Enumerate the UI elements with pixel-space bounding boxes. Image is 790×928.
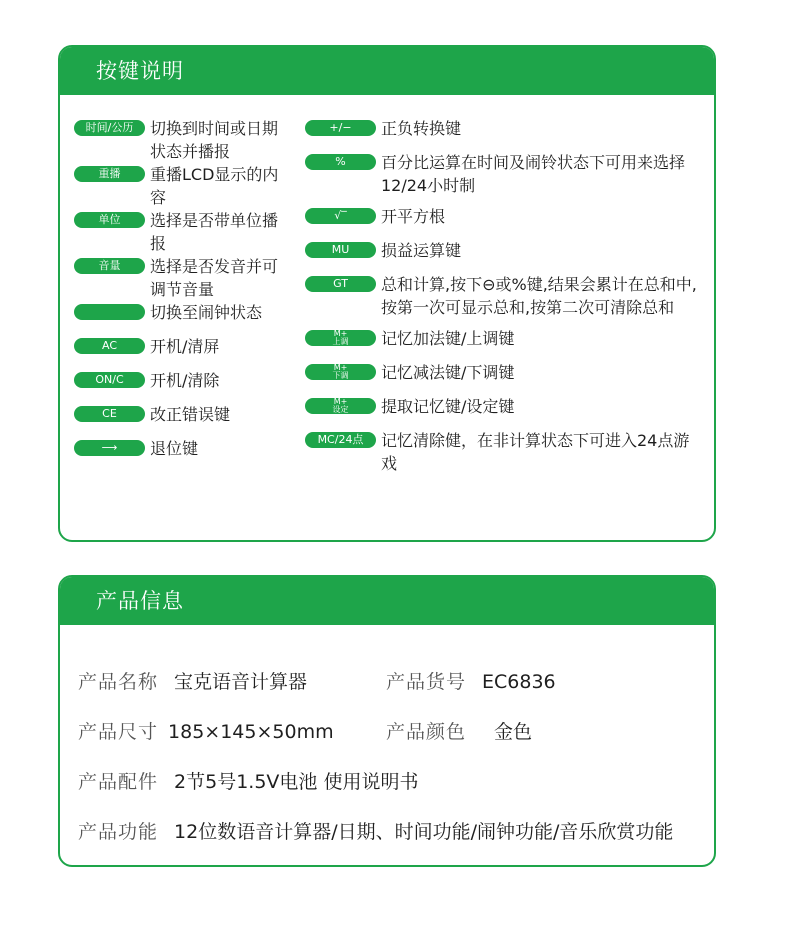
info-row-size xyxy=(78,707,708,757)
key-pill-mplus-set-sub: 设定 xyxy=(332,405,349,414)
key-desc-replay: 重播LCD显示的内容 xyxy=(150,165,279,207)
key-row-mu xyxy=(305,239,705,262)
key-pill-unit: 单位 xyxy=(74,212,145,228)
key-desc-volume: 选择是否发音并可调节音量 xyxy=(150,257,279,299)
key-row-onc xyxy=(74,369,294,392)
key-instructions-title: 按键说明 xyxy=(60,47,714,95)
key-pill-replay: 重播 xyxy=(74,166,145,182)
key-pill-onc: ON/C xyxy=(74,372,145,388)
key-list-left xyxy=(74,117,294,460)
key-row-gt xyxy=(305,273,705,319)
key-row-ac xyxy=(74,335,294,358)
key-row-volume xyxy=(74,255,294,301)
key-pill-volume: 音量 xyxy=(74,258,145,274)
key-row-unit xyxy=(74,209,294,255)
info-value-accessories: 2节5号1.5V电池 使用说明书 xyxy=(174,771,419,793)
key-desc-ac: 开机/清屏 xyxy=(150,337,220,356)
info-value-name: 宝克语音计算器 xyxy=(174,671,308,693)
key-row-sign xyxy=(305,117,705,140)
info-pair-color xyxy=(386,717,532,747)
key-desc-gt: 总和计算,按下⊖或%键,结果会累计在总和中,按第一次可显示总和,按第二次可清除总和 xyxy=(381,275,697,317)
key-desc-mplus-up: 记忆加法键/上调键 xyxy=(381,329,515,348)
info-value-color: 金色 xyxy=(494,721,533,743)
key-pill-mplus-down-sub: 下调 xyxy=(332,371,349,380)
key-instructions-card xyxy=(58,45,716,542)
key-row-sqrt xyxy=(305,205,705,228)
key-pill-alarm xyxy=(74,304,145,320)
info-row-features xyxy=(78,807,708,857)
key-desc-ce: 改正错误键 xyxy=(150,405,231,424)
key-row-ce xyxy=(74,403,294,426)
key-row-mplus-set xyxy=(305,395,705,418)
key-pill-mu: MU xyxy=(305,242,376,258)
sqrt-icon: √‾ xyxy=(305,208,376,224)
info-label-name: 产品名称 xyxy=(78,671,159,693)
info-label-sku: 产品货号 xyxy=(386,671,467,693)
info-label-features: 产品功能 xyxy=(78,821,159,843)
key-pill-ac: AC xyxy=(74,338,145,354)
key-pill-mc: MC/24点 xyxy=(305,432,376,448)
info-label-size: 产品尺寸 xyxy=(78,721,159,743)
key-desc-mc: 记忆清除健，在非计算状态下可进入24点游戏 xyxy=(381,431,690,473)
info-label-color: 产品颜色 xyxy=(386,721,467,743)
info-value-features: 12位数语音计算器/日期、时间功能/闹钟功能/音乐欣赏功能 xyxy=(174,821,674,843)
key-pill-time: 时间/公历 xyxy=(74,120,145,136)
key-row-mplus-up xyxy=(305,327,705,350)
key-row-backspace xyxy=(74,437,294,460)
key-row-mplus-down xyxy=(305,361,705,384)
key-row-percent xyxy=(305,151,705,197)
key-pill-mplus-set-main: M+ xyxy=(333,398,348,406)
key-desc-time: 切换到时间或日期状态并播报 xyxy=(150,119,279,161)
key-pill-percent: % xyxy=(305,154,376,170)
product-info-list xyxy=(78,657,708,857)
info-value-size: 185×145×50mm xyxy=(168,721,334,743)
key-desc-mplus-set: 提取记忆键/设定键 xyxy=(381,397,515,416)
backspace-arrow-icon: ⟶ xyxy=(74,440,145,456)
info-label-accessories: 产品配件 xyxy=(78,771,159,793)
key-desc-backspace: 退位键 xyxy=(150,439,199,458)
key-desc-alarm: 切换至闹钟状态 xyxy=(150,303,263,322)
key-pill-gt: GT xyxy=(305,276,376,292)
key-pill-mplus-set xyxy=(305,398,376,414)
info-pair-sku xyxy=(386,667,556,697)
info-pair-size xyxy=(78,717,334,747)
key-desc-sign: 正负转换键 xyxy=(381,119,462,138)
key-row-replay xyxy=(74,163,294,209)
key-pill-mplus-up-main: M+ xyxy=(333,330,348,338)
info-value-sku: EC6836 xyxy=(482,671,556,693)
key-desc-sqrt: 开平方根 xyxy=(381,207,446,226)
key-pill-mplus-down-main: M+ xyxy=(333,364,348,372)
key-pill-ce: CE xyxy=(74,406,145,422)
info-pair-features xyxy=(78,817,673,847)
key-row-mc xyxy=(305,429,705,475)
key-row-alarm xyxy=(74,301,294,324)
key-desc-unit: 选择是否带单位播报 xyxy=(150,211,279,253)
key-row-time xyxy=(74,117,294,163)
plus-minus-icon: +/− xyxy=(305,120,376,136)
key-pill-mplus-up xyxy=(305,330,376,346)
key-desc-percent: 百分比运算在时间及闹铃状态下可用来选择12/24小时制 xyxy=(381,153,686,195)
info-row-name xyxy=(78,657,708,707)
key-list-right xyxy=(305,117,705,475)
info-pair-accessories xyxy=(78,767,418,797)
key-desc-onc: 开机/清除 xyxy=(150,371,220,390)
product-info-card xyxy=(58,575,716,867)
info-pair-name xyxy=(78,667,307,697)
info-row-accessories xyxy=(78,757,708,807)
key-desc-mu: 损益运算键 xyxy=(381,241,462,260)
key-desc-mplus-down: 记忆减法键/下调键 xyxy=(381,363,515,382)
product-info-title: 产品信息 xyxy=(60,577,714,625)
key-pill-mplus-down xyxy=(305,364,376,380)
key-pill-mplus-up-sub: 上调 xyxy=(332,337,349,346)
